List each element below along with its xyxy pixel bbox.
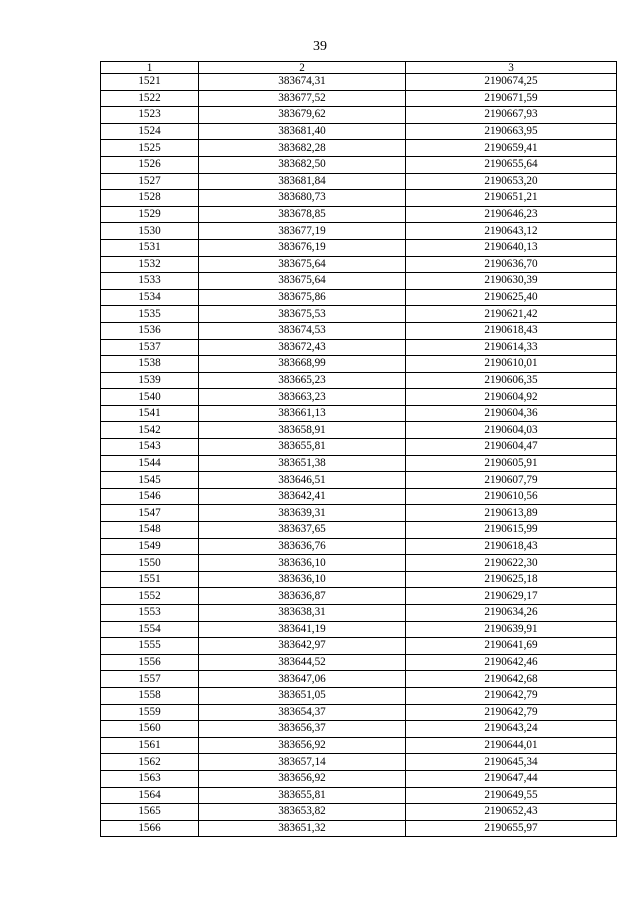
- y-coordinate-cell: 2190652,43: [406, 804, 617, 821]
- table-row: [101, 107, 617, 124]
- x-coordinate-cell: 383657,14: [199, 754, 406, 771]
- point-number-cell: 1524: [101, 123, 199, 140]
- table-row: [101, 488, 617, 505]
- y-coordinate-cell: 2190642,79: [406, 687, 617, 704]
- x-coordinate-cell: 383672,43: [199, 339, 406, 356]
- x-coordinate-cell: 383665,23: [199, 372, 406, 389]
- point-number-cell: 1539: [101, 372, 199, 389]
- point-number-cell: 1560: [101, 721, 199, 738]
- point-number-cell: 1552: [101, 588, 199, 605]
- point-number-cell: 1526: [101, 156, 199, 173]
- point-number-cell: 1523: [101, 107, 199, 124]
- x-coordinate-cell: 383642,97: [199, 638, 406, 655]
- point-number-cell: 1540: [101, 389, 199, 406]
- table-row: [101, 190, 617, 207]
- y-coordinate-cell: 2190641,69: [406, 638, 617, 655]
- point-number-cell: 1522: [101, 90, 199, 107]
- y-coordinate-cell: 2190615,99: [406, 522, 617, 539]
- x-coordinate-cell: 383661,13: [199, 405, 406, 422]
- point-number-cell: 1551: [101, 571, 199, 588]
- y-coordinate-cell: 2190634,26: [406, 605, 617, 622]
- x-coordinate-cell: 383682,50: [199, 156, 406, 173]
- x-coordinate-cell: 383675,64: [199, 273, 406, 290]
- column-header-2: 2: [199, 62, 406, 74]
- x-coordinate-cell: 383636,87: [199, 588, 406, 605]
- table-row: [101, 322, 617, 339]
- y-coordinate-cell: 2190655,64: [406, 156, 617, 173]
- y-coordinate-cell: 2190629,17: [406, 588, 617, 605]
- point-number-cell: 1525: [101, 140, 199, 157]
- y-coordinate-cell: 2190644,01: [406, 737, 617, 754]
- table-row: [101, 289, 617, 306]
- table-row: [101, 737, 617, 754]
- table-row: [101, 820, 617, 837]
- x-coordinate-cell: 383679,62: [199, 107, 406, 124]
- table-row: [101, 770, 617, 787]
- table-row: [101, 439, 617, 456]
- y-coordinate-cell: 2190614,33: [406, 339, 617, 356]
- point-number-cell: 1562: [101, 754, 199, 771]
- x-coordinate-cell: 383636,10: [199, 571, 406, 588]
- table-row: [101, 273, 617, 290]
- y-coordinate-cell: 2190606,35: [406, 372, 617, 389]
- table-row: [101, 140, 617, 157]
- y-coordinate-cell: 2190639,91: [406, 621, 617, 638]
- y-coordinate-cell: 2190621,42: [406, 306, 617, 323]
- table-row: [101, 239, 617, 256]
- y-coordinate-cell: 2190649,55: [406, 787, 617, 804]
- point-number-cell: 1536: [101, 322, 199, 339]
- y-coordinate-cell: 2190642,68: [406, 671, 617, 688]
- point-number-cell: 1549: [101, 538, 199, 555]
- table-row: [101, 256, 617, 273]
- x-coordinate-cell: 383674,31: [199, 74, 406, 91]
- x-coordinate-cell: 383653,82: [199, 804, 406, 821]
- point-number-cell: 1557: [101, 671, 199, 688]
- table-row: [101, 472, 617, 489]
- table-row: [101, 654, 617, 671]
- table-row: [101, 372, 617, 389]
- y-coordinate-cell: 2190653,20: [406, 173, 617, 190]
- y-coordinate-cell: 2190613,89: [406, 505, 617, 522]
- table-row: [101, 538, 617, 555]
- table-row: [101, 804, 617, 821]
- point-number-cell: 1559: [101, 704, 199, 721]
- y-coordinate-cell: 2190610,56: [406, 488, 617, 505]
- point-number-cell: 1550: [101, 555, 199, 572]
- x-coordinate-cell: 383658,91: [199, 422, 406, 439]
- x-coordinate-cell: 383663,23: [199, 389, 406, 406]
- point-number-cell: 1564: [101, 787, 199, 804]
- x-coordinate-cell: 383655,81: [199, 787, 406, 804]
- point-number-cell: 1530: [101, 223, 199, 240]
- table-row: [101, 455, 617, 472]
- x-coordinate-cell: 383638,31: [199, 605, 406, 622]
- y-coordinate-cell: 2190667,93: [406, 107, 617, 124]
- table-row: [101, 156, 617, 173]
- table-row: [101, 74, 617, 91]
- y-coordinate-cell: 2190630,39: [406, 273, 617, 290]
- point-number-cell: 1547: [101, 505, 199, 522]
- x-coordinate-cell: 383655,81: [199, 439, 406, 456]
- x-coordinate-cell: 383644,52: [199, 654, 406, 671]
- y-coordinate-cell: 2190642,46: [406, 654, 617, 671]
- y-coordinate-cell: 2190643,24: [406, 721, 617, 738]
- table-row: [101, 422, 617, 439]
- point-number-cell: 1532: [101, 256, 199, 273]
- table-row: [101, 704, 617, 721]
- table-row: [101, 206, 617, 223]
- y-coordinate-cell: 2190622,30: [406, 555, 617, 572]
- point-number-cell: 1543: [101, 439, 199, 456]
- y-coordinate-cell: 2190604,47: [406, 439, 617, 456]
- x-coordinate-cell: 383636,76: [199, 538, 406, 555]
- point-number-cell: 1542: [101, 422, 199, 439]
- x-coordinate-cell: 383668,99: [199, 356, 406, 373]
- table-row: [101, 405, 617, 422]
- point-number-cell: 1545: [101, 472, 199, 489]
- point-number-cell: 1541: [101, 405, 199, 422]
- x-coordinate-cell: 383651,05: [199, 687, 406, 704]
- x-coordinate-cell: 383677,52: [199, 90, 406, 107]
- point-number-cell: 1529: [101, 206, 199, 223]
- table-row: [101, 555, 617, 572]
- x-coordinate-cell: 383656,92: [199, 737, 406, 754]
- x-coordinate-cell: 383676,19: [199, 239, 406, 256]
- y-coordinate-cell: 2190659,41: [406, 140, 617, 157]
- y-coordinate-cell: 2190643,12: [406, 223, 617, 240]
- table-row: [101, 223, 617, 240]
- x-coordinate-cell: 383677,19: [199, 223, 406, 240]
- y-coordinate-cell: 2190646,23: [406, 206, 617, 223]
- point-number-cell: 1548: [101, 522, 199, 539]
- x-coordinate-cell: 383642,41: [199, 488, 406, 505]
- x-coordinate-cell: 383678,85: [199, 206, 406, 223]
- point-number-cell: 1565: [101, 804, 199, 821]
- table-row: [101, 522, 617, 539]
- table-row: [101, 621, 617, 638]
- x-coordinate-cell: 383682,28: [199, 140, 406, 157]
- x-coordinate-cell: 383654,37: [199, 704, 406, 721]
- x-coordinate-cell: 383674,53: [199, 322, 406, 339]
- x-coordinate-cell: 383681,40: [199, 123, 406, 140]
- point-number-cell: 1528: [101, 190, 199, 207]
- table-row: [101, 389, 617, 406]
- point-number-cell: 1527: [101, 173, 199, 190]
- table-row: [101, 687, 617, 704]
- y-coordinate-cell: 2190640,13: [406, 239, 617, 256]
- point-number-cell: 1544: [101, 455, 199, 472]
- y-coordinate-cell: 2190636,70: [406, 256, 617, 273]
- table-row: [101, 605, 617, 622]
- point-number-cell: 1546: [101, 488, 199, 505]
- table-row: [101, 671, 617, 688]
- y-coordinate-cell: 2190604,92: [406, 389, 617, 406]
- table-row: [101, 356, 617, 373]
- point-number-cell: 1563: [101, 770, 199, 787]
- x-coordinate-cell: 383646,51: [199, 472, 406, 489]
- point-number-cell: 1555: [101, 638, 199, 655]
- x-coordinate-cell: 383647,06: [199, 671, 406, 688]
- point-number-cell: 1521: [101, 74, 199, 91]
- point-number-cell: 1566: [101, 820, 199, 837]
- point-number-cell: 1533: [101, 273, 199, 290]
- y-coordinate-cell: 2190663,95: [406, 123, 617, 140]
- y-coordinate-cell: 2190604,36: [406, 405, 617, 422]
- table-row: [101, 721, 617, 738]
- y-coordinate-cell: 2190605,91: [406, 455, 617, 472]
- x-coordinate-cell: 383656,92: [199, 770, 406, 787]
- point-number-cell: 1561: [101, 737, 199, 754]
- y-coordinate-cell: 2190625,18: [406, 571, 617, 588]
- y-coordinate-cell: 2190642,79: [406, 704, 617, 721]
- table-row: [101, 754, 617, 771]
- y-coordinate-cell: 2190671,59: [406, 90, 617, 107]
- x-coordinate-cell: 383680,73: [199, 190, 406, 207]
- y-coordinate-cell: 2190625,40: [406, 289, 617, 306]
- x-coordinate-cell: 383637,65: [199, 522, 406, 539]
- y-coordinate-cell: 2190655,97: [406, 820, 617, 837]
- y-coordinate-cell: 2190607,79: [406, 472, 617, 489]
- point-number-cell: 1538: [101, 356, 199, 373]
- table-row: [101, 173, 617, 190]
- y-coordinate-cell: 2190618,43: [406, 322, 617, 339]
- table-row: [101, 787, 617, 804]
- x-coordinate-cell: 383681,84: [199, 173, 406, 190]
- point-number-cell: 1558: [101, 687, 199, 704]
- y-coordinate-cell: 2190647,44: [406, 770, 617, 787]
- y-coordinate-cell: 2190651,21: [406, 190, 617, 207]
- y-coordinate-cell: 2190674,25: [406, 74, 617, 91]
- table-row: [101, 588, 617, 605]
- point-number-cell: 1554: [101, 621, 199, 638]
- table-row: [101, 638, 617, 655]
- x-coordinate-cell: 383651,38: [199, 455, 406, 472]
- x-coordinate-cell: 383636,10: [199, 555, 406, 572]
- point-number-cell: 1537: [101, 339, 199, 356]
- y-coordinate-cell: 2190610,01: [406, 356, 617, 373]
- table-row: [101, 571, 617, 588]
- x-coordinate-cell: 383641,19: [199, 621, 406, 638]
- x-coordinate-cell: 383675,86: [199, 289, 406, 306]
- y-coordinate-cell: 2190618,43: [406, 538, 617, 555]
- point-number-cell: 1531: [101, 239, 199, 256]
- point-number-cell: 1553: [101, 605, 199, 622]
- y-coordinate-cell: 2190604,03: [406, 422, 617, 439]
- x-coordinate-cell: 383675,64: [199, 256, 406, 273]
- page-number: 39: [313, 39, 327, 54]
- table-row: [101, 123, 617, 140]
- x-coordinate-cell: 383656,37: [199, 721, 406, 738]
- table-row: [101, 306, 617, 323]
- point-number-cell: 1556: [101, 654, 199, 671]
- x-coordinate-cell: 383651,32: [199, 820, 406, 837]
- table-row: [101, 339, 617, 356]
- header-row: [101, 62, 617, 74]
- x-coordinate-cell: 383639,31: [199, 505, 406, 522]
- table-header: [101, 62, 617, 74]
- y-coordinate-cell: 2190645,34: [406, 754, 617, 771]
- table-row: [101, 90, 617, 107]
- column-header-3: 3: [406, 62, 617, 74]
- table-row: [101, 505, 617, 522]
- point-number-cell: 1534: [101, 289, 199, 306]
- x-coordinate-cell: 383675,53: [199, 306, 406, 323]
- point-number-cell: 1535: [101, 306, 199, 323]
- column-header-1: 1: [101, 62, 199, 74]
- coordinates-table: [100, 61, 617, 837]
- table-body: [101, 74, 617, 837]
